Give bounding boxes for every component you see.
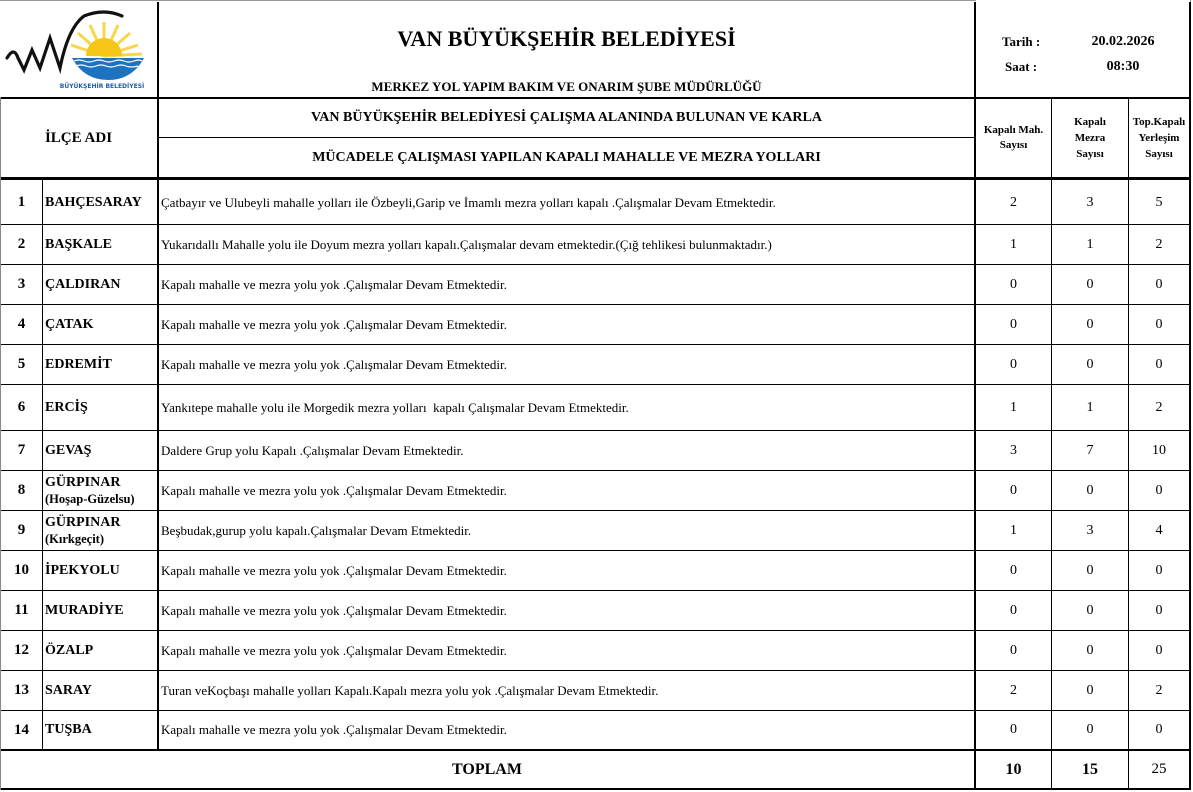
district-name: MURADİYE: [45, 602, 124, 618]
svg-text:BÜYÜKŞEHİR BELEDİYESİ: BÜYÜKŞEHİR BELEDİYESİ: [59, 83, 145, 90]
road-status-description: Kapalı mahalle ve mezra yolu yok .Çalışmalar Devam Etmektedir.: [161, 356, 507, 372]
closed-mezra-header-line3: Sayısı: [1076, 148, 1104, 160]
row-number: 13: [14, 682, 29, 698]
total-closed-count: 0: [1155, 482, 1163, 498]
total-closed-header-line3: Sayısı: [1145, 148, 1173, 160]
road-status-description: Kapalı mahalle ve mezra yolu yok .Çalışmalar Devam Etmektedir.: [161, 276, 507, 292]
total-closed-header-line1: Top.Kapalı: [1132, 116, 1186, 128]
district-name: TUŞBA: [45, 722, 92, 737]
closed-mezra-count: 0: [1086, 316, 1094, 332]
row-number: 2: [17, 236, 26, 252]
totals-closed-mah: 10: [1005, 760, 1022, 778]
closed-mah-count: 0: [1010, 562, 1017, 578]
road-status-description: Beşbudak,gurup yolu kapalı.Çalışmalar Devam Etmektedir.: [161, 522, 472, 538]
closed-mah-count: 1: [1010, 522, 1017, 538]
department-subtitle: MERKEZ YOL YAPIM BAKIM VE ONARIM ŞUBE MÜDÜRLÜĞÜ: [371, 79, 762, 94]
road-status-description: Kapalı mahalle ve mezra yolu yok .Çalışmalar Devam Etmektedir.: [161, 482, 507, 498]
row-number: 3: [17, 276, 26, 292]
time-value: 08:30: [1106, 59, 1140, 74]
district-name: ÖZALP: [45, 642, 94, 658]
date-label: Tarih :: [1002, 34, 1041, 49]
total-closed-count: 0: [1155, 276, 1163, 292]
row-number: 4: [17, 316, 26, 332]
district-name: ÇALDIRAN: [45, 276, 121, 292]
total-closed-count: 0: [1155, 602, 1163, 618]
time-label: Saat :: [1005, 59, 1038, 74]
closed-mezra-count: 0: [1086, 682, 1094, 698]
closed-mah-header: [976, 99, 1051, 177]
closed-mezra-header-line2: Mezra: [1074, 132, 1106, 144]
closed-mah-header-line1: Kapalı Mah.: [983, 124, 1044, 136]
row-number: 6: [17, 399, 26, 415]
closed-mah-count: 0: [1010, 356, 1017, 372]
row-number: 8: [17, 482, 26, 498]
closed-mezra-count: 0: [1086, 722, 1094, 737]
road-status-description: Daldere Grup yolu Kapalı .Çalışmalar Devam Etmektedir.: [161, 442, 464, 458]
totals-label: TOPLAM: [452, 760, 522, 778]
row-number: 5: [17, 356, 26, 372]
road-status-description: Yankıtepe mahalle yolu ile Morgedik mezra yolları kapalı Çalışmalar Devam Etmektedir.: [161, 399, 629, 415]
closed-mezra-count: 0: [1086, 642, 1094, 658]
total-closed-count: 2: [1155, 399, 1163, 415]
closed-mah-count: 1: [1010, 236, 1017, 252]
road-status-description: Kapalı mahalle ve mezra yolu yok .Çalışmalar Devam Etmektedir.: [161, 316, 507, 332]
closed-mezra-count: 1: [1086, 399, 1094, 415]
closed-mezra-count: 3: [1086, 522, 1094, 538]
closed-mah-count: 0: [1010, 316, 1017, 332]
description-header-line1: VAN BÜYÜKŞEHİR BELEDİYESİ ÇALIŞMA ALANINDA BULUNAN VE KARLA: [311, 110, 822, 125]
closed-mezra-count: 0: [1086, 356, 1094, 372]
district-name: İPEKYOLU: [45, 562, 120, 578]
district-name: SARAY: [45, 682, 92, 698]
total-closed-header-line2: Yerleşim: [1138, 132, 1180, 144]
row-number: 14: [14, 721, 29, 738]
totals-closed-mezra: 15: [1082, 760, 1098, 778]
district-name: GEVAŞ: [45, 442, 92, 458]
closed-mah-count: 2: [1010, 682, 1017, 698]
district-name: [45, 471, 157, 510]
closed-mah-header-line2: Sayısı: [999, 139, 1028, 151]
closed-mah-count: 0: [1010, 482, 1017, 498]
closed-mezra-count: 7: [1086, 442, 1094, 458]
closed-mezra-count: 0: [1086, 602, 1094, 618]
row-number: 9: [17, 522, 26, 538]
district-name-line1: GÜRPINAR: [45, 474, 121, 490]
total-closed-count: 0: [1155, 316, 1163, 332]
closed-mezra-count: 0: [1086, 562, 1094, 578]
row-number: 10: [14, 562, 29, 578]
district-name-line2: (Hoşap-Güzelsu): [45, 491, 135, 506]
closed-mah-count: 0: [1010, 642, 1017, 658]
total-closed-count: 0: [1155, 562, 1163, 578]
row-number: 11: [14, 602, 29, 618]
total-closed-count: 5: [1155, 194, 1163, 210]
closed-mezra-count: 0: [1086, 482, 1094, 498]
total-closed-count: 0: [1155, 642, 1163, 658]
total-closed-header: [1129, 99, 1189, 177]
row-number: 1: [17, 194, 26, 210]
district-name: EDREMİT: [45, 356, 112, 372]
total-closed-count: 0: [1155, 356, 1163, 372]
road-status-description: Turan veKoçbaşı mahalle yolları Kapalı.Kapalı mezra yolu yok .Çalışmalar Devam Etmektedir.: [161, 682, 659, 698]
road-status-description: Çatbayır ve Ulubeyli mahalle yolları ile Özbeyli,Garip ve İmamlı mezra yolları kapalı .Çalışmalar Devam Etmektedir.: [161, 194, 776, 210]
road-status-description: Kapalı mahalle ve mezra yolu yok .Çalışmalar Devam Etmektedir.: [161, 722, 507, 737]
district-name: ERCİŞ: [45, 399, 88, 415]
closed-mezra-header: [1052, 99, 1128, 177]
total-closed-count: 0: [1155, 722, 1163, 737]
row-number: 12: [14, 642, 29, 658]
district-name: BAŞKALE: [45, 236, 112, 252]
total-closed-count: 2: [1155, 236, 1163, 252]
total-closed-count: 4: [1155, 522, 1163, 538]
closed-mah-count: 0: [1010, 602, 1017, 618]
district-name: [45, 511, 157, 550]
closed-mah-count: 0: [1010, 276, 1017, 292]
date-value: 20.02.2026: [1091, 34, 1155, 49]
row-number: 7: [17, 442, 26, 458]
district-name: BAHÇESARAY: [45, 194, 142, 210]
closed-mah-count: 3: [1010, 442, 1017, 458]
total-closed-count: 2: [1155, 682, 1163, 698]
closed-mah-count: 2: [1010, 194, 1017, 210]
closed-mah-count: 0: [1010, 722, 1017, 737]
description-header-line2: MÜCADELE ÇALIŞMASI YAPILAN KAPALI MAHALLE VE MEZRA YOLLARI: [312, 149, 821, 165]
page-title: VAN BÜYÜKŞEHİR BELEDİYESİ: [397, 26, 736, 51]
van-municipality-logo: [4, 8, 154, 90]
road-status-description: Kapalı mahalle ve mezra yolu yok .Çalışmalar Devam Etmektedir.: [161, 562, 507, 578]
district-name-line2: (Kırkgeçit): [45, 531, 105, 546]
closed-mah-count: 1: [1010, 399, 1017, 415]
district-column-header: İLÇE ADI: [44, 129, 113, 146]
sun-icon: [86, 38, 122, 56]
road-status-description: Yukarıdallı Mahalle yolu ile Doyum mezra yolları kapalı.Çalışmalar devam etmektedir.(Çığ tehlikesi bulunmaktadır.): [161, 236, 772, 252]
district-name: ÇATAK: [45, 316, 94, 332]
closed-mezra-count: 1: [1086, 236, 1094, 252]
district-name-line1: GÜRPINAR: [45, 514, 121, 530]
closed-mezra-header-line1: Kapalı: [1074, 116, 1106, 128]
totals-all-closed: 25: [1151, 761, 1167, 777]
road-status-description: Kapalı mahalle ve mezra yolu yok .Çalışmalar Devam Etmektedir.: [161, 642, 507, 658]
closed-mezra-count: 3: [1086, 194, 1094, 210]
closed-mezra-count: 0: [1086, 276, 1094, 292]
total-closed-count: 10: [1152, 442, 1166, 458]
road-status-description: Kapalı mahalle ve mezra yolu yok .Çalışmalar Devam Etmektedir.: [161, 602, 507, 618]
